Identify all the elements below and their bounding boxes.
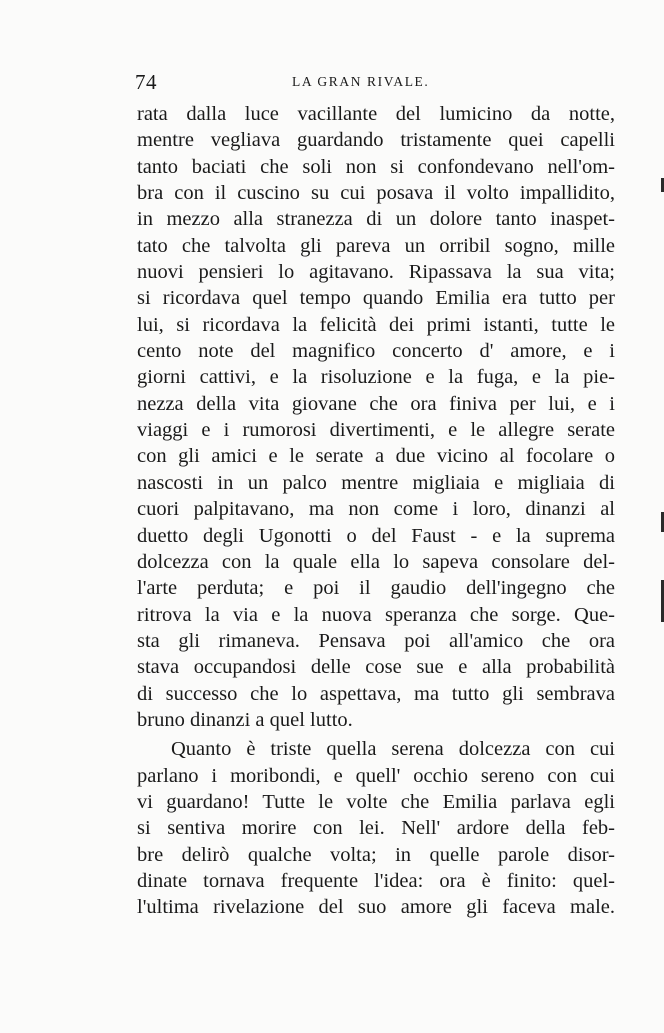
text-line: viaggi e i rumorosi divertimenti, e le allegre serate bbox=[137, 419, 615, 442]
text-line: l'arte perduta; e poi il gaudio dell'ingegno che bbox=[137, 577, 615, 600]
text-line: cuori palpitavano, ma non come i loro, dinanzi al bbox=[137, 498, 615, 521]
text-line: tato che talvolta gli pareva un orribil sogno, mille bbox=[137, 234, 615, 257]
text-line: dolcezza con la quale ella lo sapeva consolare del- bbox=[137, 550, 615, 573]
page-number: 74 bbox=[135, 70, 157, 94]
text-line: con gli amici e le serate a due vicino al focolare o bbox=[137, 445, 615, 468]
text-line: cento note del magnifico concerto d' amore, e i bbox=[137, 340, 615, 363]
text-line: di successo che lo aspettava, ma tutto gli sembrava bbox=[137, 682, 615, 705]
text-line: sta gli rimaneva. Pensava poi all'amico che ora bbox=[137, 629, 615, 652]
text-line: si sentiva morire con lei. Nell' ardore della feb- bbox=[137, 817, 615, 840]
text-line: rata dalla luce vacillante del lumicino da notte, bbox=[137, 103, 615, 125]
text-line: dinate tornava frequente l'idea: ora è finito: quel- bbox=[137, 869, 615, 892]
text-line: parlano i moribondi, e quell' occhio sereno con cui bbox=[137, 764, 615, 787]
text-line: stava occupandosi delle cose sue e alla probabilità bbox=[137, 656, 615, 679]
text-line: lui, si ricordava la felicità dei primi istanti, tutte le bbox=[137, 313, 615, 336]
text-line: tanto baciati che soli non si confondevano nell'om- bbox=[137, 155, 615, 178]
text-line: bruno dinanzi a quel lutto. bbox=[137, 708, 353, 731]
text-line: mentre vegliava guardando tristamente quei capelli bbox=[137, 129, 615, 152]
text-line: Quanto è triste quella serena dolcezza con cui bbox=[171, 738, 615, 761]
text-line: nascosti in un palco mentre migliaia e migliaia di bbox=[137, 471, 615, 494]
text-line: nuovi pensieri lo agitavano. Ripassava la sua vita; bbox=[137, 261, 615, 284]
running-title: LA GRAN RIVALE. bbox=[292, 74, 430, 89]
text-line: giorni cattivi, e la risoluzione e la fuga, e la pie- bbox=[137, 366, 615, 389]
page-header bbox=[135, 70, 615, 94]
text-line: in mezzo alla stranezza di un dolore tanto inaspet- bbox=[137, 208, 615, 231]
text-line: l'ultima rivelazione del suo amore gli faceva male. bbox=[137, 896, 615, 919]
text-line: bre delirò qualche volta; in quelle parole disor- bbox=[137, 843, 615, 866]
text-line: ritrova la via e la nuova speranza che sorge. Que- bbox=[137, 603, 615, 626]
text-line: vi guardano! Tutte le volte che Emilia parlava egli bbox=[137, 790, 615, 813]
text-line: nezza della vita giovane che ora finiva per lui, e i bbox=[137, 392, 615, 415]
text-line: duetto degli Ugonotti o del Faust - e la suprema bbox=[137, 524, 615, 547]
page-body-text bbox=[137, 101, 615, 921]
paragraph bbox=[137, 736, 615, 920]
text-line: si ricordava quel tempo quando Emilia era tutto per bbox=[137, 287, 615, 310]
paragraph bbox=[137, 101, 615, 733]
text-line: bra con il cuscino su cui posava il volto impallidito, bbox=[137, 182, 615, 205]
